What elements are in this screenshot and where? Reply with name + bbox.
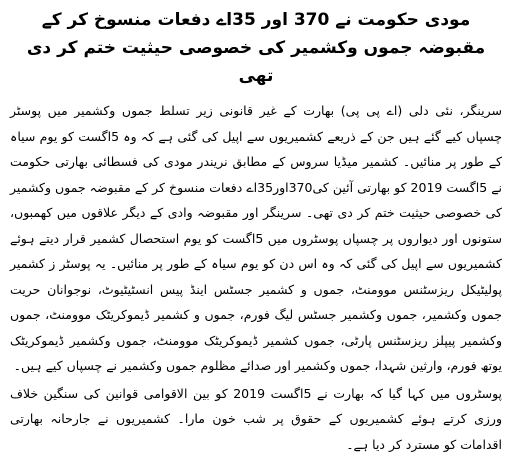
article-headline: مودی حکومت نے 370 اور 35اے دفعات منسوخ کر کے مقبوضہ جموں وکشمیر کی خصوصی حیثیت ختم کر دی تھی	[26, 10, 486, 86]
article-paragraph-2: پوسٹروں میں کہا گیا کہ بھارت نے 5اگست 2019 کو بین الاقوامی قوانین کی سنگین خلاف ورزی کرتے ہوئے کشمیریوں کے حقوق پر شب خون مارا۔ کشمیریوں نے جارحانہ بھارتی اقدامات کو مسترد کر دیا ہے۔	[10, 385, 503, 452]
article-paragraph-1: سرینگر، نئی دلی (اے پی پی) بھارت کے غیر قانونی زیر تسلط جموں وکشمیر میں پوسٹر چسپاں کیے گئے ہیں جن کے ذریعے کشمیریوں سے اپیل کی گئی ہے کہ وہ 5اگست کو یوم سیاہ کے طور پر منائیں۔ کشمیر میڈیا سروس کے مطابق نریندر مودی کی فسطائی بھارتی حکومت نے 5اگست 2019 کو بھارتی آئین کی370اور35اے دفعات منسوخ کر کے مقبوضہ جموں وکشمیر کی خصوصی حیثیت ختم کر دی تھی۔ سرینگر اور مقبوضہ وادی کے دیگر علاقوں میں کھمبوں، ستونوں اور دیواروں پر چسپاں پوسٹروں میں 5اگست کو یوم استحصال کشمیر قرار دیتے ہوئے کشمیریوں سے اپیل کی گئی کہ وہ اس دن کو یوم سیاہ کے طور پر منائیں۔ یہ پوسٹر ز کشمیر پولیٹیکل ریزسٹنس موومنٹ، جموں و کشمیر جسٹس اینڈ پیس انسٹیٹیوٹ، نوجوانان حریت جموں وکشمیر، جموں وکشمیر جسٹس لیگ فورم، جموں و کشمیر ڈیموکریٹک موومنٹ، جموں وکشمیر پیپلز ریزسٹنس پارٹی، جموں کشمیر ڈیموکریٹک موومنٹ، جموں وکشمیر ڈیموکریٹک یوتھ فورم، وارثین شہدا، جموں وکشمیر اور صدائے مظلوم جموں وکشمیر نے چسپاں کیے ہیں۔	[10, 103, 503, 373]
